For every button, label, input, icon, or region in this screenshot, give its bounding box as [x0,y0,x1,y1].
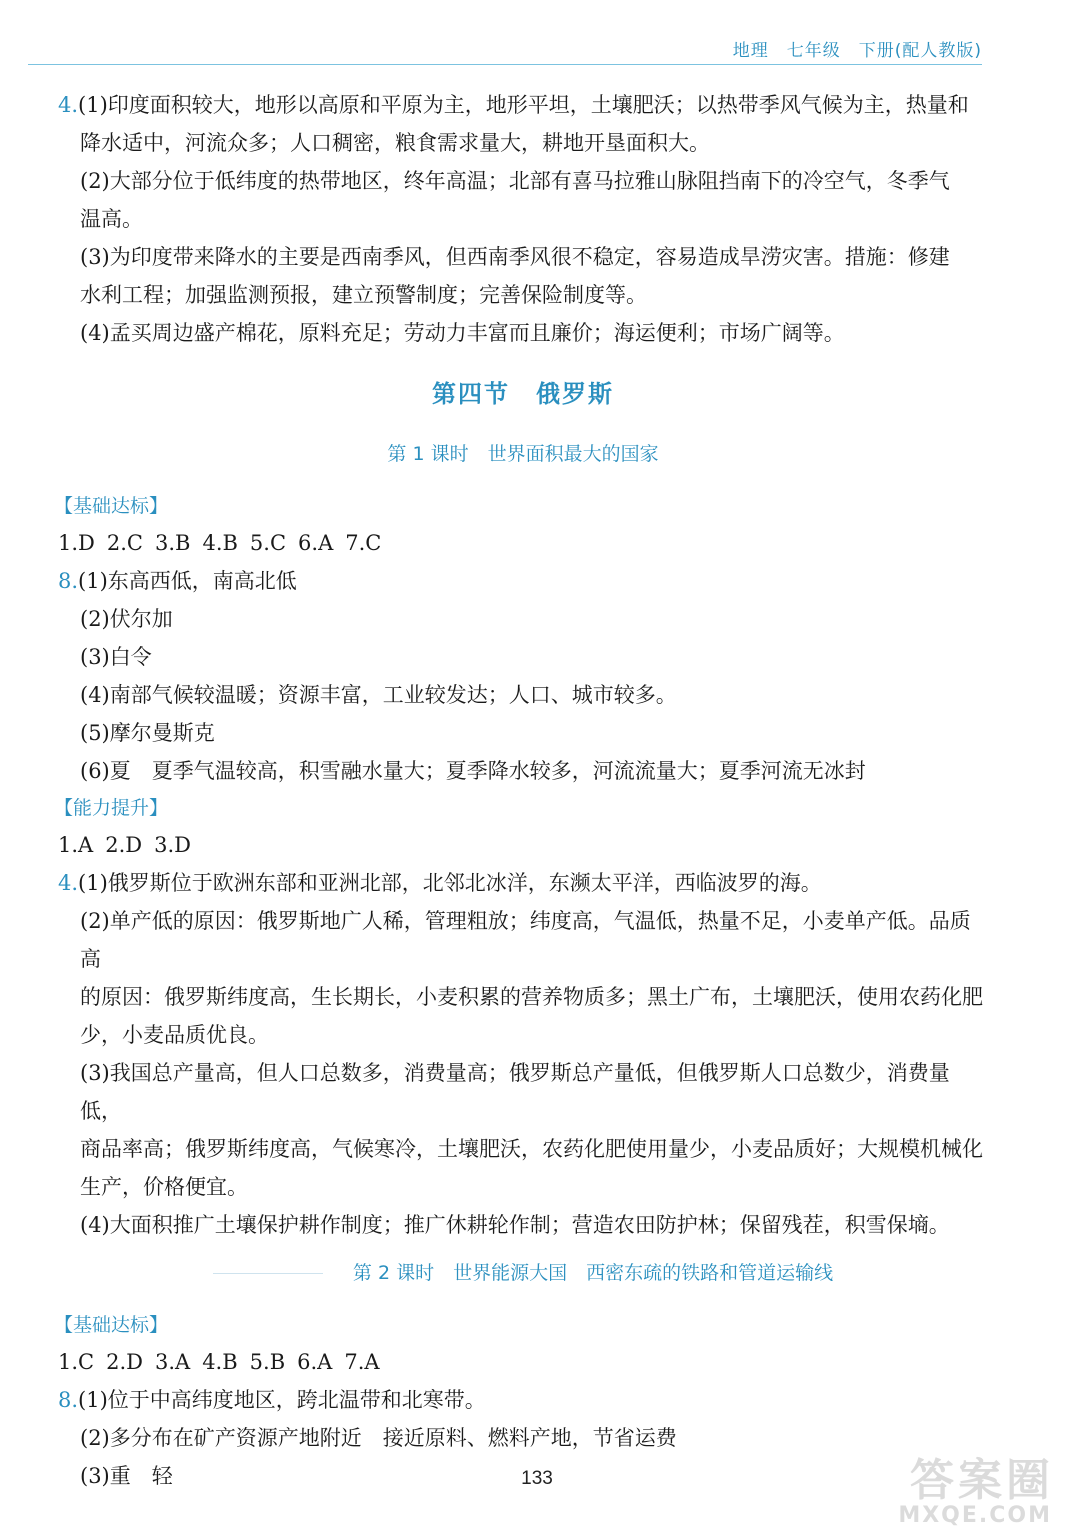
answer-item: 2.C [106,531,143,555]
watermark-logo [860,1444,1060,1530]
paragraph [58,864,988,902]
paragraph: (6)夏 夏季气温较高，积雪融水量大；夏季降水较多，河流流量大；夏季河流无冰封 [80,759,866,783]
paragraph: 商品率高；俄罗斯纬度高，气候寒冷，土壤肥沃，农药化肥使用量少，小麦品质好；大规模机械化 [80,1137,983,1161]
answer-item: 2.D [105,833,143,857]
lesson-title [58,1258,988,1285]
answer-item: 1.A [58,833,94,857]
section-title: 第四节 俄罗斯 [432,379,614,408]
answer-list [58,826,988,864]
answer-list [58,524,988,562]
answer-item: 5.C [249,531,287,555]
paragraph: (4)孟买周边盛产棉花，原料充足；劳动力丰富而且廉价；海运便利；市场广阔等。 [80,321,845,345]
paragraph: 生产，价格便宜。 [80,1175,248,1199]
answer-item: 6.A [297,1350,333,1374]
question-number: 4. [58,871,79,895]
answer-item: 7.C [345,531,382,555]
answer-item: 4.B [202,1350,238,1374]
paragraph: (3)白令 [80,645,152,669]
section-tag: 【能力提升】 [54,797,169,819]
section-tag: 【基础达标】 [54,495,169,517]
paragraph [58,1381,988,1419]
answer-item: 7.A [344,1350,380,1374]
paragraph: (2)多分布在矿产资源产地附近 接近原料、燃料产地，节省运费 [80,1426,677,1450]
question-number: 4. [58,93,79,117]
answer-item: 3.B [154,531,191,555]
watermark-text: 答案圈 [910,1455,1054,1506]
question-number: 8. [58,569,79,593]
paragraph: (2)伏尔加 [80,607,173,631]
paragraph: (5)摩尔曼斯克 [80,721,215,745]
paragraph: 温高。 [80,207,143,231]
lesson-title-text: 第 2 课时 世界能源大国 西密东疏的铁路和管道运输线 [352,1262,834,1284]
paragraph: (2)大部分位于低纬度的热带地区，终年高温；北部有喜马拉雅山脉阻挡南下的冷空气，冬季气 [80,169,950,193]
answer-text: (1)印度面积较大，地形以高原和平原为主，地形平坦，土壤肥沃；以热带季风气候为主，热量和 [78,93,969,117]
paragraph [58,86,988,124]
answer-item: 1.D [58,531,95,555]
paragraph: (4)南部气候较温暖；资源丰富，工业较发达；人口、城市较多。 [80,683,677,707]
answer-text: (1)东高西低，南高北低 [78,569,297,593]
answer-item: 1.C [58,1350,95,1374]
paragraph: (3)为印度带来降水的主要是西南季风，但西南季风很不稳定，容易造成旱涝灾害。措施：修建 [80,245,950,269]
watermark-url: MXQE.COM [898,1503,1052,1528]
paragraph: (4)大面积推广土壤保护耕作制度；推广休耕轮作制；营造农田防护林；保留残茬，积雪保墒。 [80,1213,950,1237]
page-number: 133 [521,1468,553,1489]
answer-text: (1)俄罗斯位于欧洲东部和亚洲北部，北邻北冰洋，东濒太平洋，西临波罗的海。 [78,871,822,895]
paragraph: 的原因：俄罗斯纬度高，生长期长，小麦积累的营养物质多；黑土广布，土壤肥沃，使用农药化肥 [80,985,983,1009]
answer-item: 5.B [249,1350,286,1374]
section-tag: 【基础达标】 [54,1314,169,1336]
paragraph: 降水适中，河流众多；人口稠密，粮食需求量大，耕地开垦面积大。 [80,131,710,155]
content [54,86,988,1495]
header-divider [28,64,982,65]
decorative-line [213,1273,323,1274]
page-header: 地理 七年级 下册(配人教版) [732,41,982,61]
answer-item: 3.D [154,833,191,857]
paragraph: 水利工程；加强监测预报，建立预警制度；完善保险制度等。 [80,283,647,307]
question-number: 8. [58,1388,79,1412]
answer-list [58,1343,988,1381]
answer-item: 3.A [154,1350,191,1374]
paragraph: (2)单产低的原因：俄罗斯地广人稀，管理粗放；纬度高，气温低，热量不足，小麦单产低。品质高 [80,909,971,971]
answer-item: 6.A [298,531,334,555]
lesson-title: 第 1 课时 世界面积最大的国家 [387,443,659,465]
paragraph [58,562,988,600]
paragraph: (3)我国总产量高，但人口总数多，消费量高；俄罗斯总产量低，但俄罗斯人口总数少，消费量低， [80,1061,950,1123]
paragraph: (3)重 轻 [80,1464,173,1488]
answer-item: 2.D [106,1350,143,1374]
paragraph: 少，小麦品质优良。 [80,1023,269,1047]
answer-item: 4.B [202,531,238,555]
answer-text: (1)位于中高纬度地区，跨北温带和北寒带。 [78,1388,486,1412]
